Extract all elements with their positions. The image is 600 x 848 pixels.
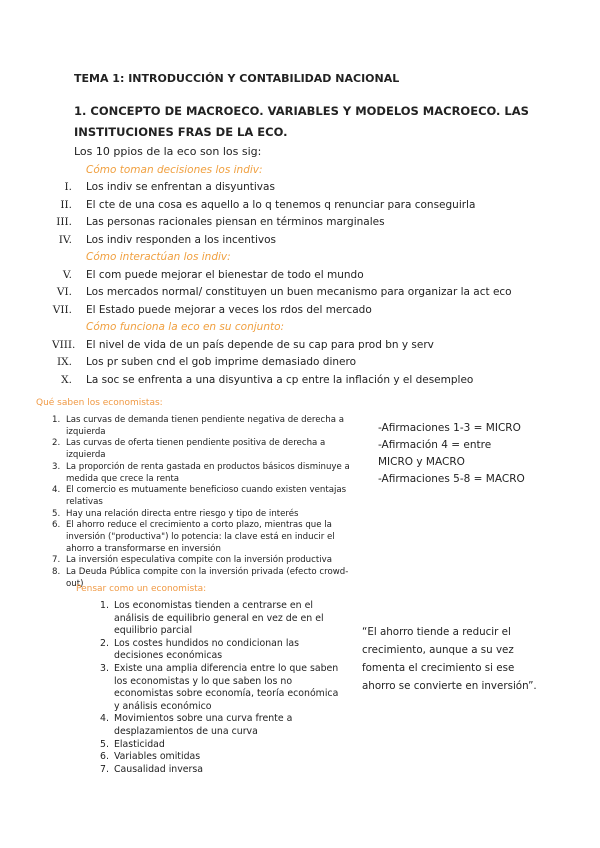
item-text: Los economistas tienden a centrarse en el análisis de equilibrio general en vez de en el equilibrio parcial xyxy=(114,600,324,637)
item-text: El comercio es mutuamente beneficioso cuando existen ventajas relativas xyxy=(66,485,347,507)
list-item xyxy=(52,485,362,508)
subheading xyxy=(52,319,572,337)
item-number: 8. xyxy=(52,567,61,578)
list-item xyxy=(52,509,362,521)
principle-item xyxy=(52,231,572,249)
principle-item xyxy=(52,196,572,214)
item-text: La inversión especulativa compite con la inversión productiva xyxy=(66,555,332,566)
principle-item xyxy=(52,301,572,319)
principle-item xyxy=(52,266,572,284)
item-text: Las curvas de oferta tienen pendiente positiva de derecha a izquierda xyxy=(66,438,326,461)
item-text: Movimientos sobre una curva frente a desplazamientos de una curva xyxy=(114,713,293,737)
item-text: La Deuda Pública compite con la inversión privada (efecto crowd-out) xyxy=(66,567,349,589)
item-number: VI. xyxy=(56,286,72,299)
item-number: 2. xyxy=(100,637,109,649)
list-item xyxy=(100,663,340,713)
item-text: Los indiv responden a los incentivos xyxy=(86,233,277,246)
item-number: VIII. xyxy=(52,338,76,351)
item-text: Las personas racionales piensan en términos marginales xyxy=(86,216,385,229)
item-number: 4. xyxy=(100,713,109,725)
intro-text: Los 10 ppios de la eco son los sig: xyxy=(74,145,262,158)
item-text: La proporción de renta gastada en productos básicos disminuye a medida que crece la renta xyxy=(66,461,350,484)
principle-item xyxy=(52,179,572,197)
side-note: -Afirmaciones 1-3 = MICRO xyxy=(378,422,521,434)
item-number: 6. xyxy=(52,520,61,531)
item-text: Existe una amplia diferencia entre lo que saben los economistas y lo que saben los no economistas sobre economía, teoría económica y análisis económico xyxy=(114,662,339,712)
principle-item xyxy=(52,336,572,354)
subheading-text: Cómo funciona la eco en su conjunto: xyxy=(86,321,285,334)
principle-item xyxy=(52,284,572,302)
item-text: El com puede mejorar el bienestar de todo el mundo xyxy=(86,268,364,281)
principle-item xyxy=(52,371,572,389)
doc-title: TEMA 1: INTRODUCCIÓN Y CONTABILIDAD NACIONAL xyxy=(74,72,400,85)
list-item xyxy=(100,638,340,663)
item-number: 1. xyxy=(52,415,61,425)
economists-list xyxy=(52,415,362,591)
item-number: 7. xyxy=(52,555,61,566)
subheading xyxy=(52,161,572,179)
item-number: III. xyxy=(56,216,72,229)
item-text: El nivel de vida de un país depende de su cap para prod bn y serv xyxy=(86,338,434,351)
item-text: El ahorro reduce el crecimiento a corto plazo, mientras que la inversión ("productiva") lo potencia: la clave está en inducir el ahorro a transformarse en inversión xyxy=(66,520,335,554)
think-list xyxy=(100,600,340,776)
list-item xyxy=(52,520,362,555)
item-number: 2. xyxy=(52,438,61,449)
item-text: Los costes hundidos no condicionan las decisiones económicas xyxy=(114,637,300,662)
item-number: 1. xyxy=(100,600,109,611)
item-text: La soc se enfrenta a una disyuntiva a cp entre la inflación y el desempleo xyxy=(86,373,474,386)
list-item xyxy=(52,555,362,567)
item-number: X. xyxy=(61,373,72,386)
item-number: 4. xyxy=(52,485,61,496)
principle-item xyxy=(52,214,572,232)
item-number: V. xyxy=(62,268,72,281)
item-text: El Estado puede mejorar a veces los rdos del mercado xyxy=(86,303,372,316)
item-number: 3. xyxy=(100,662,109,674)
item-number: 5. xyxy=(52,508,61,519)
quote: “El ahorro tiende a reducir el crecimiento, aunque a su vez fomenta el crecimiento si ese ahorro se convierte en inversión”. xyxy=(362,626,537,692)
item-text: Hay una relación directa entre riesgo y tipo de interés xyxy=(66,508,299,519)
item-text: Los mercados normal/ constituyen un buen mecanismo para organizar la act eco xyxy=(86,286,512,299)
item-text: Elasticidad xyxy=(114,738,165,750)
item-number: I. xyxy=(64,181,72,194)
item-text: Causalidad inversa xyxy=(114,763,204,775)
item-number: VII. xyxy=(52,303,72,316)
list-item xyxy=(52,415,362,438)
side-note: -Afirmación 4 = entre MICRO y MACRO xyxy=(378,439,492,468)
item-number: 7. xyxy=(100,763,109,775)
think-label: Pensar como un economista: xyxy=(76,584,207,594)
list-item xyxy=(100,713,340,738)
principle-item xyxy=(52,354,572,372)
list-item xyxy=(52,438,362,461)
principles-list xyxy=(52,161,572,389)
side-note: -Afirmaciones 5-8 = MACRO xyxy=(378,473,525,485)
subheading-text: Cómo toman decisiones los indiv: xyxy=(86,163,263,176)
item-number: 5. xyxy=(100,738,109,750)
list-item xyxy=(100,764,340,777)
item-text: Variables omitidas xyxy=(114,751,201,763)
item-text: Los pr suben cnd el gob imprime demasiado dinero xyxy=(86,356,357,369)
item-text: Las curvas de demanda tienen pendiente negativa de derecha a izquierda xyxy=(66,415,344,437)
item-number: II. xyxy=(60,198,72,211)
list-item xyxy=(100,739,340,752)
list-item xyxy=(100,600,340,638)
side-notes xyxy=(378,420,528,488)
item-number: 3. xyxy=(52,461,61,472)
economists-label: Qué saben los economistas: xyxy=(36,398,163,408)
subheading xyxy=(52,249,572,267)
subheading-text: Cómo interactúan los indiv: xyxy=(86,251,231,264)
item-text: Los indiv se enfrentan a disyuntivas xyxy=(86,181,275,194)
list-item xyxy=(100,751,340,764)
list-item xyxy=(52,462,362,485)
section-heading: 1. CONCEPTO DE MACROECO. VARIABLES Y MODELOS MACROECO. LAS INSTITUCIONES FRAS DE LA ECO. xyxy=(74,104,529,139)
item-number: IX. xyxy=(57,356,72,369)
item-text: El cte de una cosa es aquello a lo q tenemos q renunciar para conseguirla xyxy=(86,198,476,211)
item-number: 6. xyxy=(100,751,109,763)
item-number: IV. xyxy=(58,233,72,246)
